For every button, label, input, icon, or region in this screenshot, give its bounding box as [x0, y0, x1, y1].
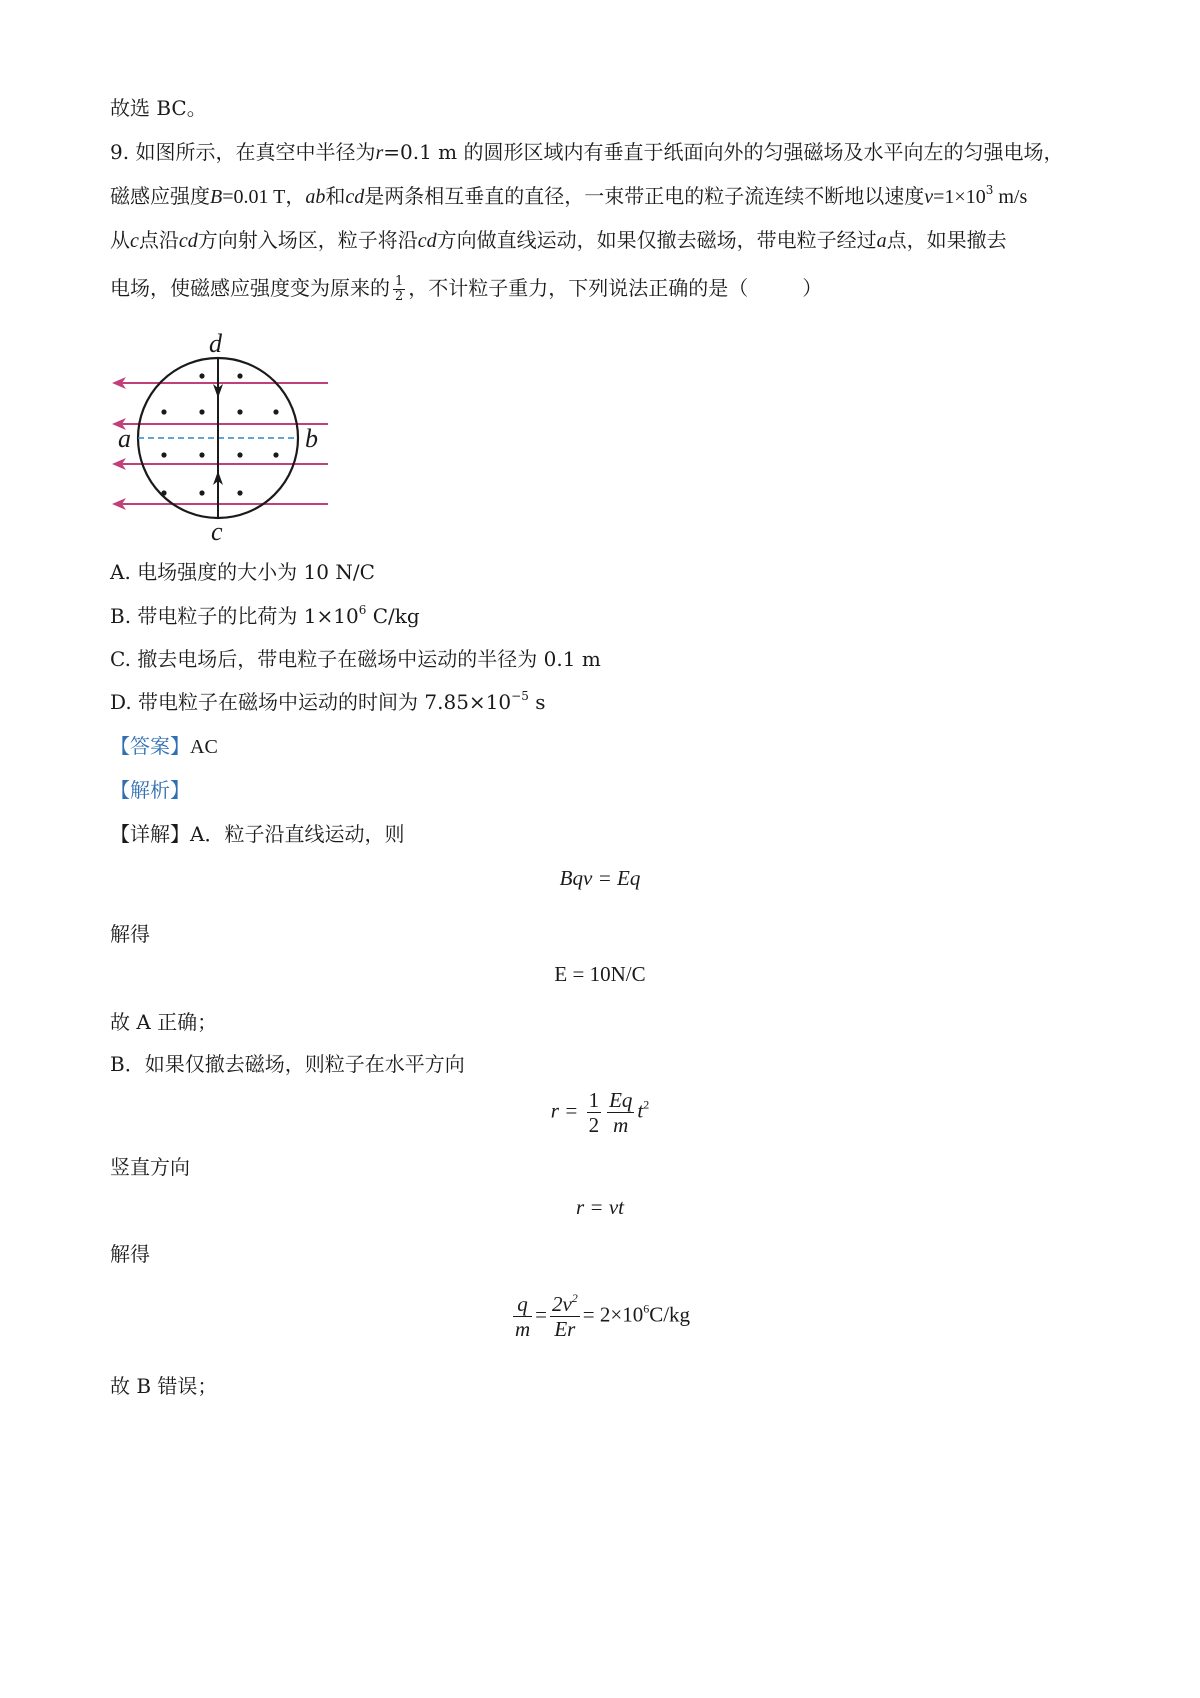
b-field-dot	[199, 490, 204, 495]
option-text: 带电粒子的比荷为 1×10	[137, 604, 359, 628]
label-d: d	[209, 329, 222, 358]
question-line-1	[110, 138, 1064, 167]
fraction-one-half	[393, 275, 405, 304]
option-label: A.	[110, 560, 131, 584]
answer-tag: 【答案】	[110, 734, 190, 758]
field-diagram	[110, 328, 370, 590]
equation-text: E = 10N/C	[554, 962, 646, 986]
b-field-dot	[237, 452, 242, 457]
detail-text: A．粒子沿直线运动，则	[190, 822, 405, 846]
var-c: c	[130, 230, 139, 252]
question-text: 从	[110, 228, 130, 252]
option-d[interactable]	[110, 688, 545, 716]
previous-answer-conclusion: 故选 BC。	[110, 96, 207, 120]
fraction-denominator: m	[613, 1113, 629, 1137]
b-field-dot	[199, 452, 204, 457]
question-text: 如图所示，在真空中半径为	[135, 140, 376, 164]
fraction-2v2-over-er	[550, 1292, 580, 1341]
detail-tag: 【详解】	[110, 822, 190, 846]
question-text: ，不计粒子重力，下列说法正确的是（	[408, 276, 749, 300]
var-B: B	[210, 186, 223, 208]
equation-4	[0, 1195, 1200, 1220]
question-text: 方向射入场区，粒子将沿	[197, 228, 418, 252]
question-text: 电场，使磁感应强度变为原来的	[110, 276, 390, 300]
fraction-numerator: 1	[395, 274, 404, 289]
var-r: r	[375, 142, 384, 164]
b-field-dot	[273, 452, 278, 457]
answer-value: AC	[190, 736, 218, 758]
var-ab: ab	[305, 186, 326, 208]
question-text: =0.01 T，	[222, 186, 306, 208]
b-field-dot	[199, 373, 204, 378]
b-field-dot	[199, 409, 204, 414]
question-text: 是两条相互垂直的直径，一束带正电的粒子流连续不断地以速度	[364, 184, 925, 208]
solve-label-1: 解得	[110, 922, 150, 946]
question-text: 和	[325, 184, 346, 208]
question-text: ）	[802, 276, 823, 300]
var-cd: cd	[417, 230, 437, 252]
fraction-numerator: 1	[588, 1088, 600, 1112]
label-a: a	[118, 424, 131, 453]
b-field-dot	[161, 452, 166, 457]
question-text: =1×10	[933, 186, 986, 208]
electric-field-lines	[112, 377, 328, 510]
var-v: v	[924, 186, 934, 208]
equation-text: r =	[550, 1098, 579, 1123]
equation-text: t	[637, 1098, 644, 1123]
exponent: 6	[643, 1301, 650, 1316]
fraction-denominator: 2	[395, 289, 404, 304]
fraction-denominator: m	[514, 1317, 531, 1341]
equation-2	[0, 962, 1200, 987]
question-text: 磁感应强度	[110, 184, 210, 208]
question-line-3	[110, 226, 1007, 255]
equation-1	[0, 866, 1200, 891]
question-text: 点沿	[138, 228, 179, 252]
question-text: m/s	[993, 186, 1028, 208]
equation-5	[0, 1292, 1200, 1341]
equation-text: r = vt	[576, 1195, 624, 1219]
var-cd: cd	[345, 186, 365, 208]
b-field-dot	[273, 409, 278, 414]
var-a: a	[876, 230, 887, 252]
option-a[interactable]	[110, 558, 375, 586]
question-text: 点，如果撤去	[886, 228, 1007, 252]
b-field-dot	[237, 373, 242, 378]
fraction-one-half	[587, 1088, 602, 1137]
question-line-2	[110, 182, 1027, 211]
answer-line	[110, 732, 218, 761]
fraction-numerator: q	[513, 1292, 532, 1317]
equation-text: =	[535, 1302, 547, 1327]
question-text: =0.1 m 的圆形区域内有垂直于纸面向外的匀强磁场及水平向左的匀强电场，	[383, 140, 1064, 164]
exponent: 6	[358, 603, 367, 617]
option-label: D.	[110, 690, 132, 714]
fraction-numerator: 2v	[551, 1292, 572, 1316]
fraction-eq-over-m	[607, 1088, 634, 1137]
conclusion-a: 故 A 正确；	[110, 1010, 218, 1034]
equation-text: C/kg	[649, 1302, 691, 1327]
vertical-direction-label: 竖直方向	[110, 1155, 190, 1179]
option-b[interactable]	[110, 602, 420, 630]
option-text: 电场强度的大小为 10 N/C	[137, 560, 375, 584]
equation-3	[0, 1088, 1200, 1137]
fraction-numerator: Eq	[609, 1088, 633, 1112]
var-cd: cd	[178, 230, 198, 252]
fraction-denominator: 2	[588, 1113, 600, 1137]
exponent: 2	[571, 1291, 578, 1305]
option-text: s	[528, 690, 546, 714]
fraction-denominator: Er	[554, 1317, 576, 1341]
exponent: −5	[511, 689, 529, 703]
option-text: 带电粒子在磁场中运动的时间为 7.85×10	[138, 690, 512, 714]
equation-text: Bqv = Eq	[559, 866, 641, 890]
option-text: C/kg	[366, 604, 420, 628]
b-field-dot	[161, 490, 166, 495]
equation-text: = 2×10	[582, 1302, 644, 1327]
analysis-tag: 【解析】	[110, 778, 190, 802]
detail-intro-b: B．如果仅撤去磁场，则粒子在水平方向	[110, 1052, 465, 1076]
question-number: 9.	[110, 140, 130, 164]
label-b: b	[305, 424, 318, 453]
option-label: C.	[110, 647, 131, 671]
question-text: 方向做直线运动，如果仅撤去磁场，带电粒子经过	[436, 228, 877, 252]
b-field-dot	[237, 490, 242, 495]
option-c[interactable]	[110, 645, 601, 673]
label-c: c	[211, 517, 223, 546]
conclusion-b: 故 B 错误；	[110, 1374, 218, 1398]
b-field-dot	[237, 409, 242, 414]
question-line-4	[110, 268, 822, 308]
solve-label-2: 解得	[110, 1242, 150, 1266]
detail-intro-a	[110, 820, 404, 848]
fraction-q-over-m	[513, 1292, 532, 1341]
exponent: 2	[643, 1097, 650, 1112]
option-label: B.	[110, 604, 132, 628]
b-field-dot	[161, 409, 166, 414]
option-text: 撤去电场后，带电粒子在磁场中运动的半径为 0.1 m	[137, 647, 601, 671]
exponent: 3	[985, 183, 994, 197]
